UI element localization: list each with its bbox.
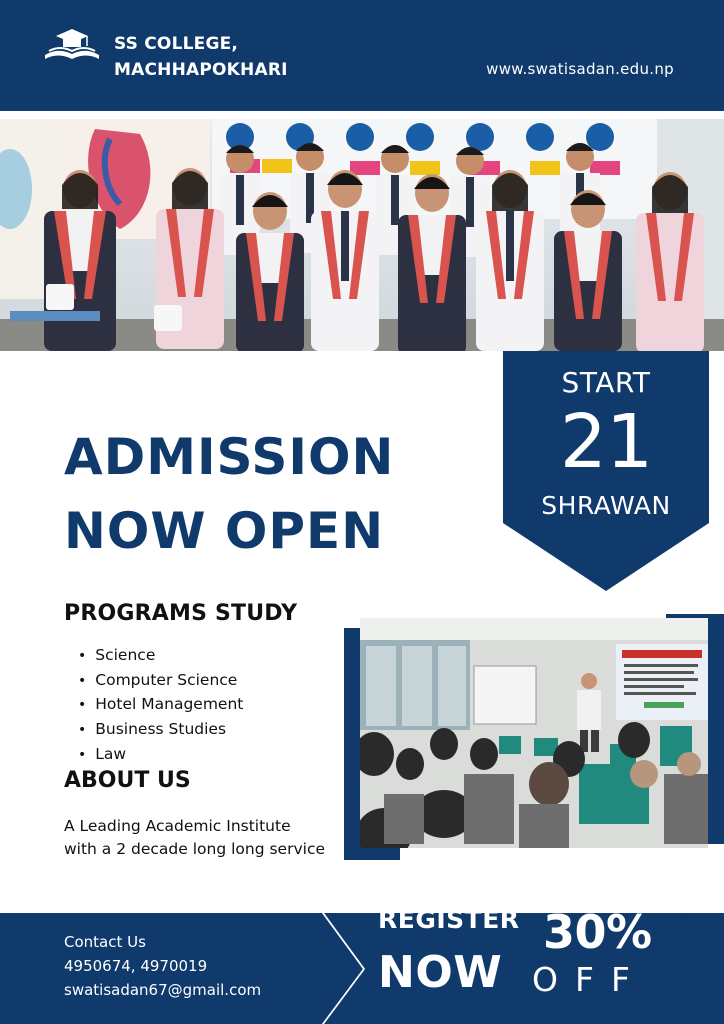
contact-email[interactable]: swatisadan67@gmail.com xyxy=(64,981,262,999)
program-item: • Hotel Management xyxy=(78,693,243,718)
discount-value: 30% xyxy=(543,905,652,959)
headline-line1: ADMISSION xyxy=(64,428,395,486)
about-text xyxy=(64,815,364,861)
programs-list xyxy=(78,644,243,768)
program-item: • Science xyxy=(78,644,243,669)
start-date-badge xyxy=(503,351,709,591)
register-label[interactable]: REGISTER xyxy=(378,905,520,934)
programs-title: PROGRAMS STUDY xyxy=(64,601,298,626)
start-month: SHRAWAN xyxy=(541,491,671,520)
students-group-photo xyxy=(0,119,724,351)
program-item: • Law xyxy=(78,743,243,768)
contact-phone[interactable]: 4950674, 4970019 xyxy=(64,957,208,975)
header-banner xyxy=(0,0,724,111)
about-title: ABOUT US xyxy=(64,768,191,793)
now-label[interactable]: NOW xyxy=(378,947,503,998)
college-name xyxy=(114,31,288,83)
program-item: • Business Studies xyxy=(78,718,243,743)
college-name-line2: MACHHAPOKHARI xyxy=(114,60,288,80)
headline-line2: NOW OPEN xyxy=(64,502,385,560)
off-label: OFF xyxy=(532,960,647,999)
program-item: • Computer Science xyxy=(78,669,243,694)
website-link[interactable]: www.swatisadan.edu.np xyxy=(486,60,674,78)
headline xyxy=(64,420,394,568)
classroom-photo xyxy=(344,614,724,860)
graduation-cap-book-icon xyxy=(43,27,101,65)
about-text-line1: A Leading Academic Institute xyxy=(64,817,291,835)
contact-title: Contact Us xyxy=(64,933,146,951)
start-day: 21 xyxy=(559,399,653,485)
college-name-line1: SS COLLEGE, xyxy=(114,34,239,54)
start-label: START xyxy=(561,366,651,399)
about-text-line2: with a 2 decade long long service xyxy=(64,840,326,858)
